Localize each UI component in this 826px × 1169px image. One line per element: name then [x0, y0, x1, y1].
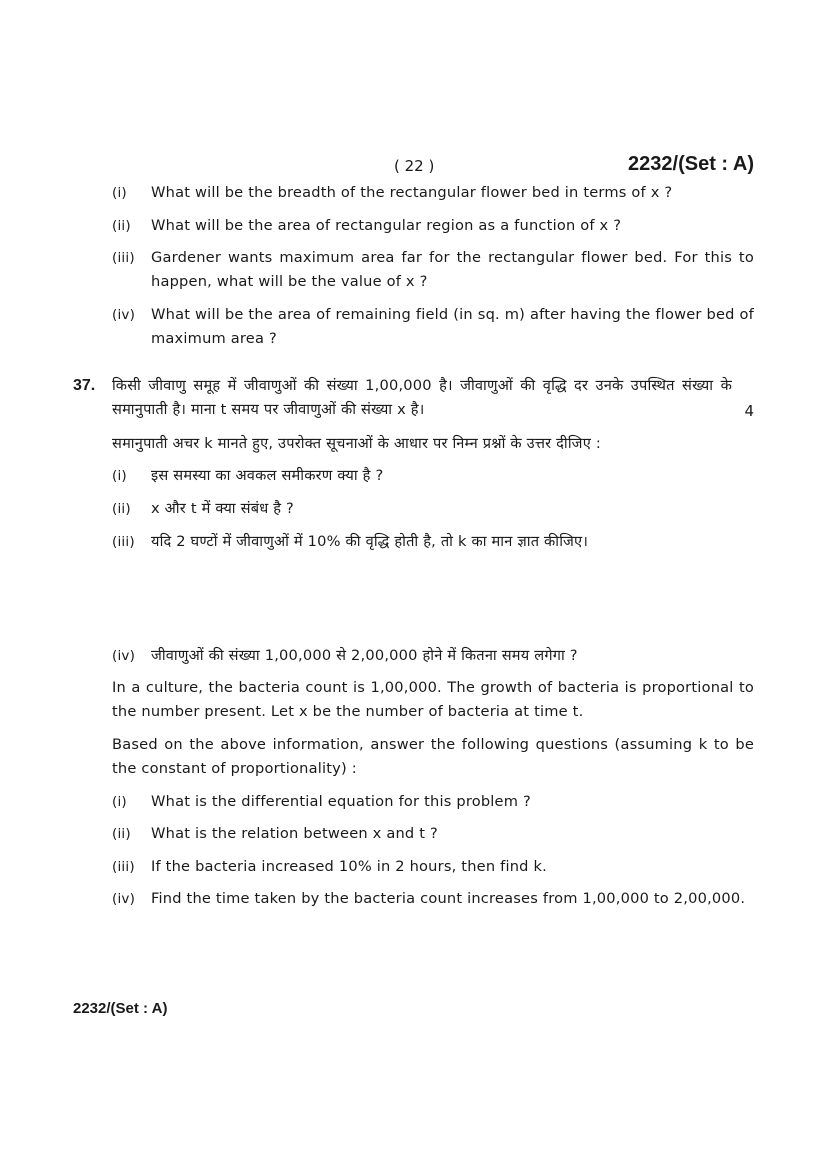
- part-text: If the bacteria increased 10% in 2 hours, then find k.: [151, 858, 547, 875]
- hindi-intro: किसी जीवाणु समूह में जीवाणुओं की संख्या 1,00,000 है। जीवाणुओं की वृद्धि दर उनके उपस्थित संख्या के समानुपाती है। माना t समय पर जीवाणुओं की संख्या x है।: [112, 377, 732, 418]
- q36-part-iii: [112, 246, 754, 294]
- part-text: Find the time taken by the bacteria count increases from 1,00,000 to 2,00,000.: [151, 890, 746, 907]
- page-number: ( 22 ): [394, 157, 435, 175]
- part-label: (ii): [112, 218, 131, 234]
- part-label: (iv): [112, 648, 136, 664]
- english-part-iv: [112, 887, 754, 911]
- part-label: (iii): [112, 250, 135, 266]
- english-part-i: [112, 790, 754, 814]
- set-code-header: 2232/(Set : A): [628, 153, 754, 175]
- part-label: (ii): [112, 826, 131, 842]
- part-label: (i): [112, 468, 127, 484]
- part-label: (i): [112, 185, 127, 201]
- english-part-iii: [112, 855, 754, 879]
- hindi-part-ii: [112, 497, 754, 521]
- hindi-part-i: [112, 464, 754, 488]
- part-label: (iii): [112, 859, 135, 875]
- part-label: (iv): [112, 891, 136, 907]
- part-label: (i): [112, 794, 127, 810]
- question-number: 37.: [73, 377, 96, 394]
- part-label: (iii): [112, 534, 135, 550]
- part-label: (ii): [112, 501, 131, 517]
- set-code-footer: 2232/(Set : A): [73, 1000, 168, 1017]
- part-text: जीवाणुओं की संख्या 1,00,000 से 2,00,000 होने में कितना समय लगेगा ?: [151, 647, 578, 664]
- english-part-ii: [112, 822, 754, 846]
- hindi-instruction: समानुपाती अचर k मानते हुए, उपरोक्त सूचनाओं के आधार पर निम्न प्रश्नों के उत्तर दीजिए :: [112, 435, 601, 452]
- part-text: Gardener wants maximum area far for the rectangular flower bed. For this to happen, what will be the value of x ?: [151, 249, 754, 290]
- hindi-part-iv: [112, 644, 754, 668]
- english-instruction: Based on the above information, answer the following questions (assuming k to be the constant of proportionality) :: [112, 736, 754, 777]
- part-text: What will be the area of remaining field (in sq. m) after having the flower bed of maximum area ?: [151, 306, 754, 347]
- part-text: What is the differential equation for this problem ?: [151, 793, 531, 810]
- part-text: x और t में क्या संबंध है ?: [151, 500, 294, 517]
- english-intro: In a culture, the bacteria count is 1,00,000. The growth of bacteria is proportional to the number present. Let x be the number of bacteria at time t.: [112, 679, 754, 720]
- marks: 4: [744, 402, 754, 420]
- q36-part-ii: [112, 214, 754, 238]
- q36-part-i: [112, 181, 754, 205]
- part-label: (iv): [112, 307, 136, 323]
- part-text: What is the relation between x and t ?: [151, 825, 438, 842]
- part-text: यदि 2 घण्टों में जीवाणुओं में 10% की वृद्धि होती है, तो k का मान ज्ञात कीजिए।: [151, 533, 589, 550]
- part-text: What will be the breadth of the rectangular flower bed in terms of x ?: [151, 184, 673, 201]
- part-text: इस समस्या का अवकल समीकरण क्या है ?: [151, 467, 384, 484]
- q36-part-iv: [112, 303, 754, 351]
- part-text: What will be the area of rectangular region as a function of x ?: [151, 217, 622, 234]
- hindi-part-iii: [112, 530, 754, 554]
